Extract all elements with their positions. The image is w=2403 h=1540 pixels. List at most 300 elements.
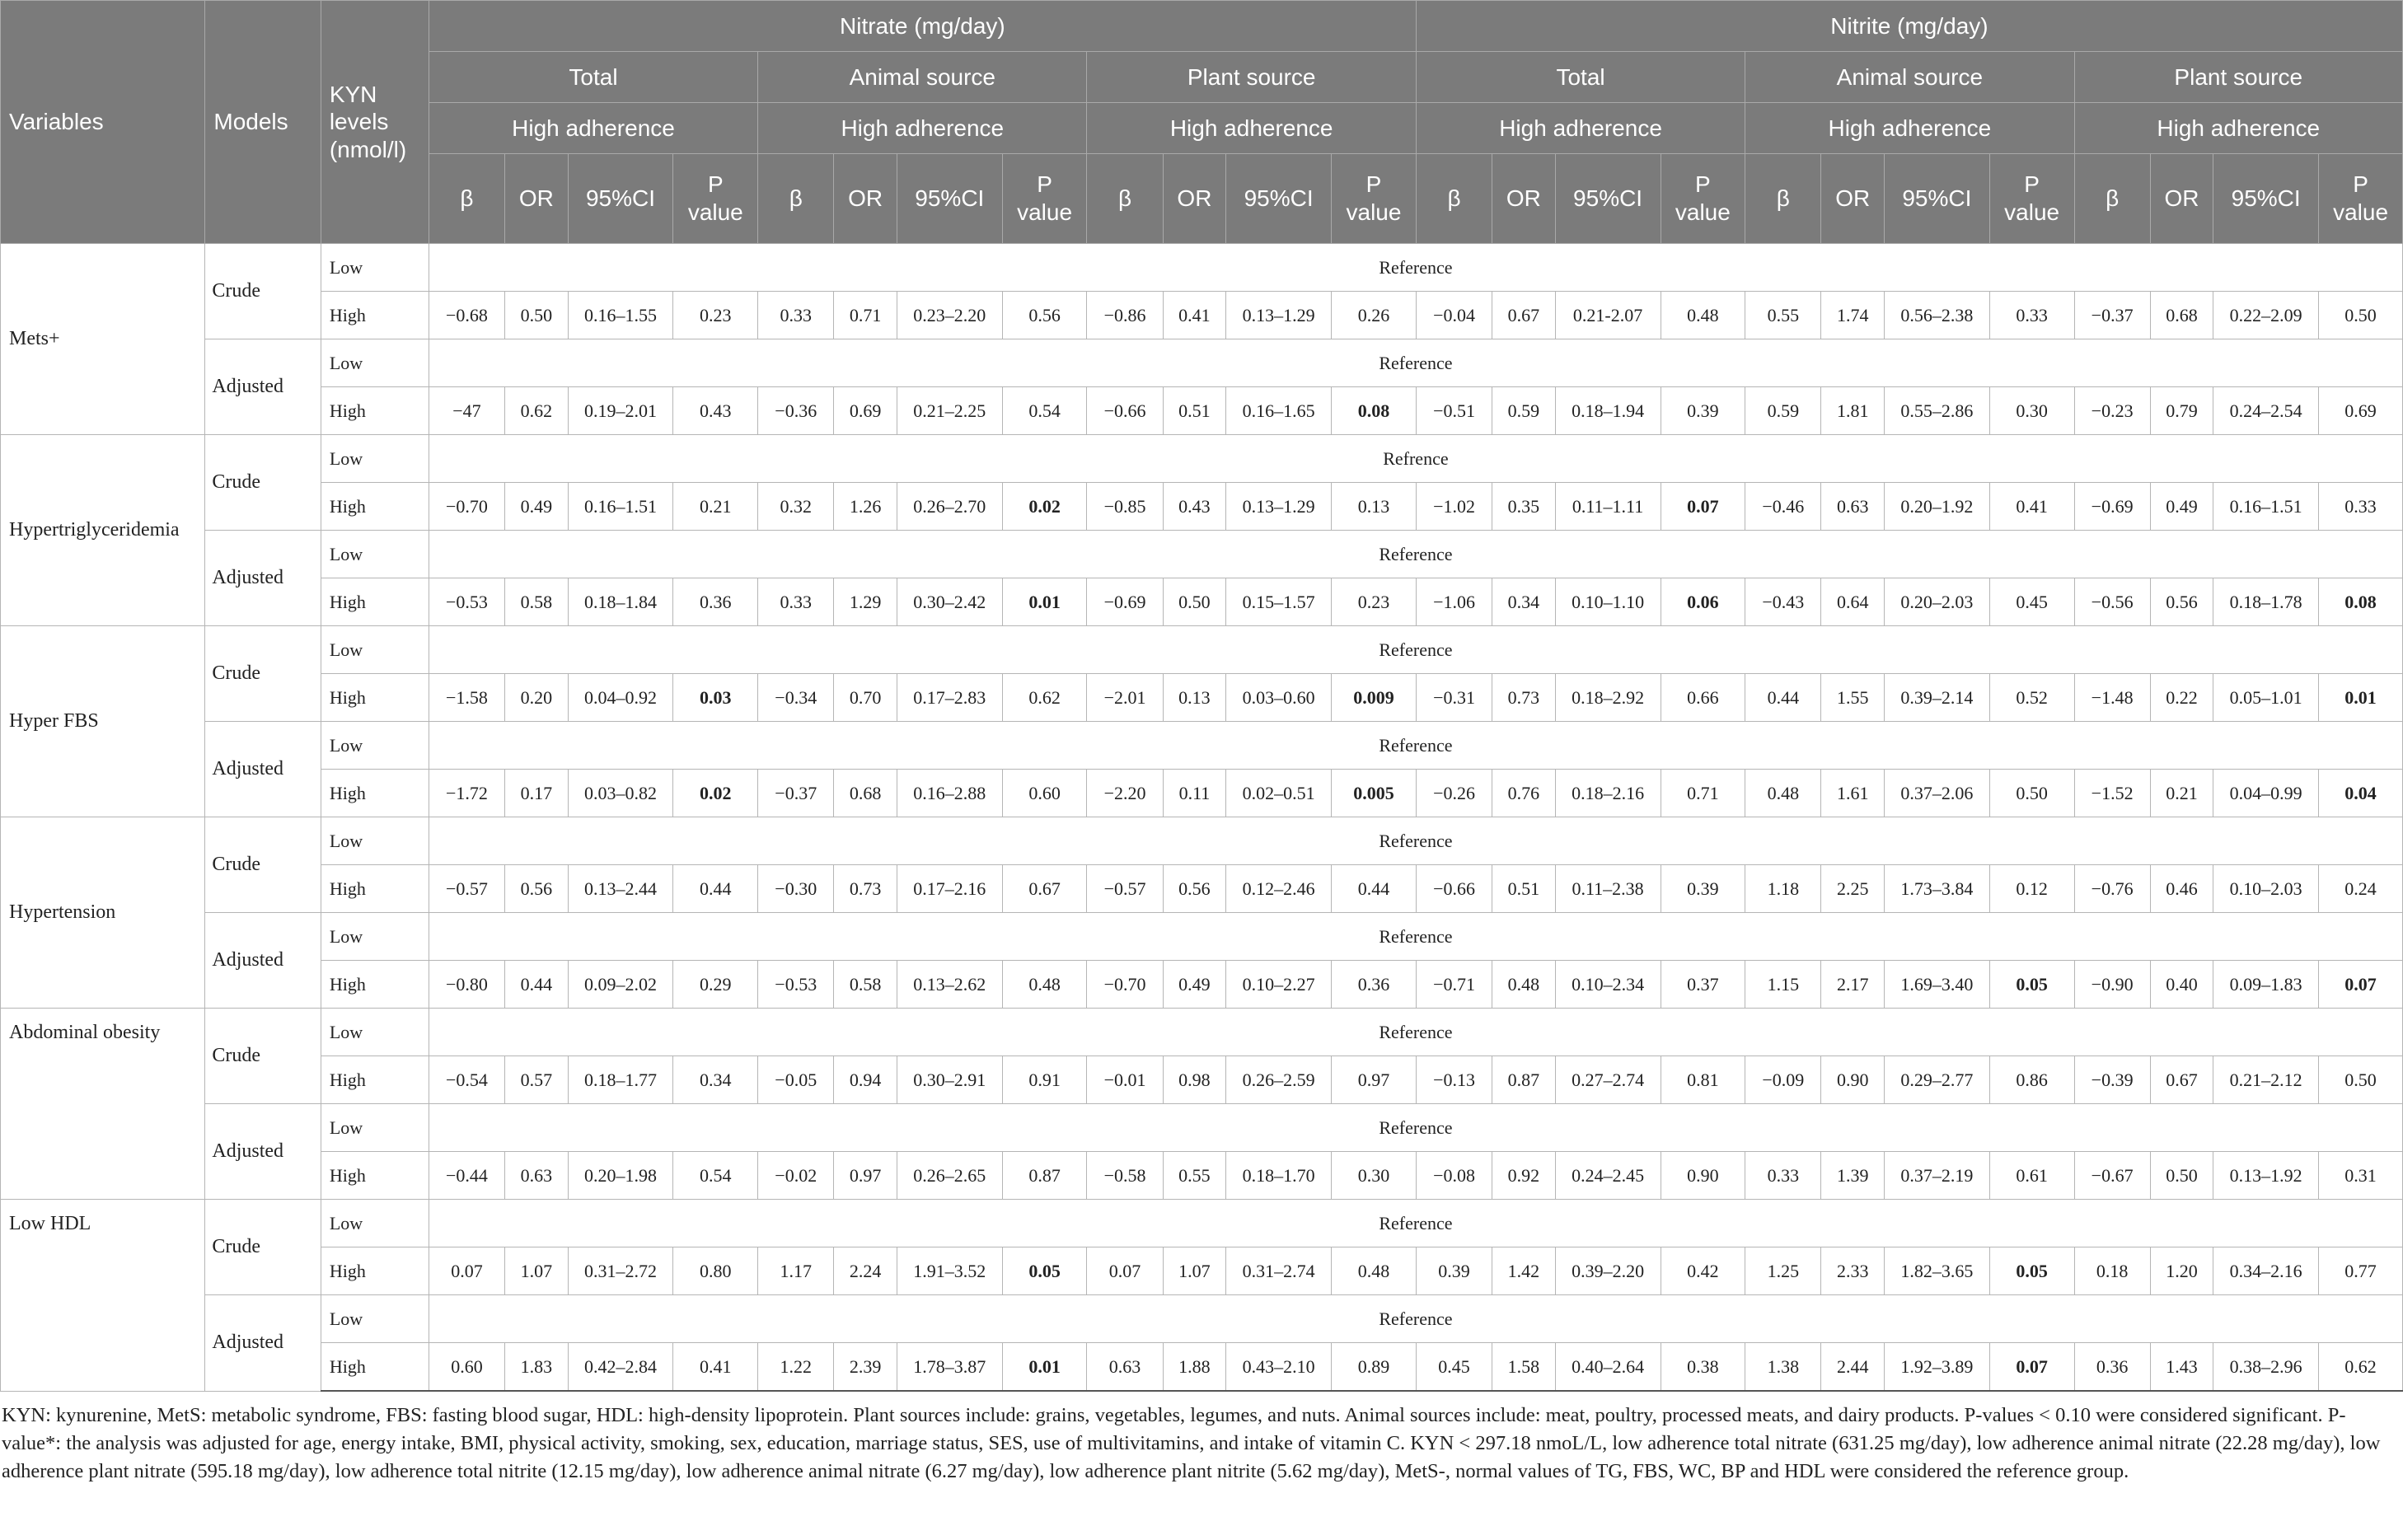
beta-cell: −0.04 <box>1416 292 1492 339</box>
or-cell: 1.43 <box>2150 1343 2213 1392</box>
beta-cell: −0.71 <box>1416 961 1492 1009</box>
reference-cell: Reference <box>429 1295 2402 1343</box>
beta-cell: −1.06 <box>1416 578 1492 626</box>
header-nitrate-plant: Plant source <box>1087 52 1416 103</box>
ci-cell: 0.24–2.54 <box>2213 387 2319 435</box>
p-value-cell: 0.23 <box>1332 578 1417 626</box>
beta-cell: −1.72 <box>429 770 504 817</box>
ci-cell: 0.10–2.27 <box>1226 961 1332 1009</box>
ci-cell: 0.20–2.03 <box>1884 578 1989 626</box>
or-cell: 0.57 <box>505 1056 569 1104</box>
p-value-cell: 0.07 <box>1661 483 1745 531</box>
or-cell: 1.29 <box>834 578 897 626</box>
beta-cell: 1.25 <box>1745 1247 1821 1295</box>
table-row <box>1 1056 2403 1104</box>
ci-cell: 0.20–1.92 <box>1884 483 1989 531</box>
ci-cell: 0.37–2.06 <box>1884 770 1989 817</box>
header-beta: β <box>429 154 504 244</box>
ci-cell: 0.10–2.34 <box>1555 961 1661 1009</box>
beta-cell: 0.07 <box>429 1247 504 1295</box>
ci-cell: 1.78–3.87 <box>897 1343 1002 1392</box>
table-row <box>1 722 2403 770</box>
beta-cell: −0.39 <box>2074 1056 2150 1104</box>
beta-cell: 0.44 <box>1745 674 1821 722</box>
reference-cell: Reference <box>429 244 2402 292</box>
kyn-level-high: High <box>321 387 429 435</box>
beta-cell: −0.80 <box>429 961 504 1009</box>
header-or: OR <box>1492 154 1556 244</box>
or-cell: 0.68 <box>2150 292 2213 339</box>
p-value-cell: 0.009 <box>1332 674 1417 722</box>
kyn-level-low: Low <box>321 531 429 578</box>
model-label: Adjusted <box>205 1295 321 1392</box>
p-value-cell: 0.05 <box>1989 1247 2074 1295</box>
variable-label: Hyper FBS <box>1 626 205 817</box>
header-p-value: P value <box>1332 154 1417 244</box>
ci-cell: 0.31–2.72 <box>568 1247 673 1295</box>
beta-cell: 0.36 <box>2074 1343 2150 1392</box>
or-cell: 0.97 <box>834 1152 897 1200</box>
beta-cell: −0.43 <box>1745 578 1821 626</box>
variable-label: Abdominal obesity <box>1 1009 205 1200</box>
or-cell: 0.20 <box>505 674 569 722</box>
header-or: OR <box>1821 154 1885 244</box>
ci-cell: 0.04–0.99 <box>2213 770 2319 817</box>
or-cell: 0.67 <box>2150 1056 2213 1104</box>
p-value-cell: 0.36 <box>1332 961 1417 1009</box>
header-p-value: P value <box>673 154 758 244</box>
header-variables: Variables <box>1 1 205 244</box>
ci-cell: 0.55–2.86 <box>1884 387 1989 435</box>
ci-cell: 0.10–2.03 <box>2213 865 2319 913</box>
or-cell: 0.34 <box>1492 578 1556 626</box>
ci-cell: 0.16–1.51 <box>568 483 673 531</box>
ci-cell: 0.16–2.88 <box>897 770 1002 817</box>
or-cell: 1.26 <box>834 483 897 531</box>
or-cell: 0.11 <box>1163 770 1226 817</box>
beta-cell: −0.53 <box>758 961 834 1009</box>
beta-cell: −0.37 <box>2074 292 2150 339</box>
or-cell: 0.50 <box>505 292 569 339</box>
beta-cell: −0.69 <box>2074 483 2150 531</box>
ci-cell: 0.18–2.16 <box>1555 770 1661 817</box>
header-nitrate-total: Total <box>429 52 757 103</box>
model-label: Crude <box>205 1200 321 1295</box>
p-value-cell: 0.29 <box>673 961 758 1009</box>
ci-cell: 1.69–3.40 <box>1884 961 1989 1009</box>
p-value-cell: 0.62 <box>1002 674 1087 722</box>
table-row <box>1 1247 2403 1295</box>
beta-cell: −1.52 <box>2074 770 2150 817</box>
p-value-cell: 0.50 <box>1989 770 2074 817</box>
ci-cell: 0.18–1.94 <box>1555 387 1661 435</box>
ci-cell: 0.18–2.92 <box>1555 674 1661 722</box>
or-cell: 0.56 <box>1163 865 1226 913</box>
variable-label: Mets+ <box>1 244 205 435</box>
beta-cell: −0.08 <box>1416 1152 1492 1200</box>
header-nitrite-plant: Plant source <box>2074 52 2403 103</box>
ci-cell: 0.26–2.70 <box>897 483 1002 531</box>
or-cell: 0.90 <box>1821 1056 1885 1104</box>
p-value-cell: 0.005 <box>1332 770 1417 817</box>
ci-cell: 1.73–3.84 <box>1884 865 1989 913</box>
footnote: KYN: kynurenine, MetS: metabolic syndrome, FBS: fasting blood sugar, HDL: high-density lipoprotein. Plant sources include: grains, vegetables, legumes, and nuts. Animal sources include: meat, poultry, processed meats, and dairy products. P-values < 0.10 were considered significant. P-value*: the analysis was adjusted for age, energy intake, BMI, physical activity, smoking, sex, education, marriage status, SES, use of multivitamins, and intake of vitamin C. KYN < 297.18 nmoL/L, low adherence total nitrate (631.25 mg/day), low adherence animal nitrate (22.28 mg/day), low adherence plant nitrate (595.18 mg/day), low adherence total nitrite (12.15 mg/day), low adherence animal nitrate (6.27 mg/day), low adherence plant nitrite (5.62 mg/day), MetS-, normal values of TG, FBS, WC, BP and HDL were considered the reference group. <box>2 1404 2381 1482</box>
p-value-cell: 0.37 <box>1661 961 1745 1009</box>
ci-cell: 0.04–0.92 <box>568 674 673 722</box>
header-high-adherence: High adherence <box>429 103 757 154</box>
beta-cell: 0.33 <box>758 292 834 339</box>
p-value-cell: 0.05 <box>1989 961 2074 1009</box>
beta-cell: −0.70 <box>429 483 504 531</box>
header-nitrite-total: Total <box>1416 52 1745 103</box>
beta-cell: −0.57 <box>1087 865 1163 913</box>
p-value-cell: 0.61 <box>1989 1152 2074 1200</box>
p-value-cell: 0.12 <box>1989 865 2074 913</box>
table-row <box>1 1009 2403 1056</box>
kyn-level-high: High <box>321 865 429 913</box>
reference-cell: Reference <box>429 817 2402 865</box>
header-95ci: 95%CI <box>1884 154 1989 244</box>
reference-cell: Reference <box>429 531 2402 578</box>
model-label: Adjusted <box>205 339 321 435</box>
table-row <box>1 387 2403 435</box>
p-value-cell: 0.30 <box>1332 1152 1417 1200</box>
ci-cell: 0.34–2.16 <box>2213 1247 2319 1295</box>
beta-cell: 1.38 <box>1745 1343 1821 1392</box>
ci-cell: 0.03–0.60 <box>1226 674 1332 722</box>
beta-cell: −0.30 <box>758 865 834 913</box>
ci-cell: 0.17–2.16 <box>897 865 1002 913</box>
p-value-cell: 0.42 <box>1661 1247 1745 1295</box>
p-value-cell: 0.66 <box>1661 674 1745 722</box>
kyn-level-high: High <box>321 1247 429 1295</box>
beta-cell: 0.60 <box>429 1343 504 1392</box>
beta-cell: −0.51 <box>1416 387 1492 435</box>
kyn-level-low: Low <box>321 1009 429 1056</box>
header-beta: β <box>1416 154 1492 244</box>
ci-cell: 0.39–2.20 <box>1555 1247 1661 1295</box>
beta-cell: 0.48 <box>1745 770 1821 817</box>
or-cell: 0.55 <box>1163 1152 1226 1200</box>
ci-cell: 0.10–1.10 <box>1555 578 1661 626</box>
beta-cell: −0.76 <box>2074 865 2150 913</box>
beta-cell: 0.63 <box>1087 1343 1163 1392</box>
ci-cell: 0.13–2.44 <box>568 865 673 913</box>
p-value-cell: 0.02 <box>673 770 758 817</box>
or-cell: 1.55 <box>1821 674 1885 722</box>
beta-cell: −47 <box>429 387 504 435</box>
header-p-value: P value <box>1661 154 1745 244</box>
or-cell: 0.40 <box>2150 961 2213 1009</box>
kyn-level-high: High <box>321 578 429 626</box>
p-value-cell: 0.26 <box>1332 292 1417 339</box>
or-cell: 0.13 <box>1163 674 1226 722</box>
ci-cell: 0.13–1.29 <box>1226 483 1332 531</box>
kyn-level-low: Low <box>321 435 429 483</box>
p-value-cell: 0.01 <box>2319 674 2403 722</box>
or-cell: 0.64 <box>1821 578 1885 626</box>
p-value-cell: 0.44 <box>673 865 758 913</box>
beta-cell: 1.17 <box>758 1247 834 1295</box>
ci-cell: 0.18–1.77 <box>568 1056 673 1104</box>
kyn-level-high: High <box>321 292 429 339</box>
kyn-level-low: Low <box>321 913 429 961</box>
or-cell: 1.07 <box>1163 1247 1226 1295</box>
or-cell: 0.51 <box>1492 865 1556 913</box>
header-95ci: 95%CI <box>2213 154 2319 244</box>
reference-cell: Reference <box>429 1104 2402 1152</box>
beta-cell: −0.01 <box>1087 1056 1163 1104</box>
or-cell: 0.41 <box>1163 292 1226 339</box>
ci-cell: 0.15–1.57 <box>1226 578 1332 626</box>
or-cell: 0.48 <box>1492 961 1556 1009</box>
p-value-cell: 0.39 <box>1661 387 1745 435</box>
reference-cell: Reference <box>429 913 2402 961</box>
or-cell: 0.50 <box>2150 1152 2213 1200</box>
table-row <box>1 913 2403 961</box>
table-row <box>1 483 2403 531</box>
variable-label: Hypertension <box>1 817 205 1009</box>
table-row <box>1 1104 2403 1152</box>
table-row <box>1 292 2403 339</box>
p-value-cell: 0.48 <box>1332 1247 1417 1295</box>
table-row <box>1 1295 2403 1343</box>
beta-cell: −0.58 <box>1087 1152 1163 1200</box>
ci-cell: 0.02–0.51 <box>1226 770 1332 817</box>
p-value-cell: 0.08 <box>1332 387 1417 435</box>
p-value-cell: 0.87 <box>1002 1152 1087 1200</box>
beta-cell: 0.33 <box>758 578 834 626</box>
p-value-cell: 0.91 <box>1002 1056 1087 1104</box>
beta-cell: −0.26 <box>1416 770 1492 817</box>
p-value-cell: 0.69 <box>2319 387 2403 435</box>
or-cell: 0.49 <box>2150 483 2213 531</box>
p-value-cell: 0.36 <box>673 578 758 626</box>
table-row <box>1 1343 2403 1392</box>
table-row <box>1 626 2403 674</box>
p-value-cell: 0.04 <box>2319 770 2403 817</box>
or-cell: 0.68 <box>834 770 897 817</box>
kyn-level-low: Low <box>321 1200 429 1247</box>
p-value-cell: 0.90 <box>1661 1152 1745 1200</box>
or-cell: 0.58 <box>505 578 569 626</box>
beta-cell: −0.56 <box>2074 578 2150 626</box>
beta-cell: −0.67 <box>2074 1152 2150 1200</box>
ci-cell: 0.21–2.12 <box>2213 1056 2319 1104</box>
beta-cell: −0.90 <box>2074 961 2150 1009</box>
model-label: Crude <box>205 435 321 531</box>
beta-cell: 1.15 <box>1745 961 1821 1009</box>
ci-cell: 0.26–2.65 <box>897 1152 1002 1200</box>
ci-cell: 0.30–2.91 <box>897 1056 1002 1104</box>
or-cell: 0.92 <box>1492 1152 1556 1200</box>
p-value-cell: 0.21 <box>673 483 758 531</box>
p-value-cell: 0.06 <box>1661 578 1745 626</box>
beta-cell: 0.33 <box>1745 1152 1821 1200</box>
table-header <box>1 1 2403 244</box>
or-cell: 0.71 <box>834 292 897 339</box>
or-cell: 0.17 <box>505 770 569 817</box>
ci-cell: 0.18–1.70 <box>1226 1152 1332 1200</box>
or-cell: 0.73 <box>834 865 897 913</box>
model-label: Crude <box>205 817 321 913</box>
p-value-cell: 0.89 <box>1332 1343 1417 1392</box>
ci-cell: 0.11–1.11 <box>1555 483 1661 531</box>
or-cell: 0.46 <box>2150 865 2213 913</box>
p-value-cell: 0.39 <box>1661 865 1745 913</box>
table-row <box>1 865 2403 913</box>
variable-label: Hypertriglyceridemia <box>1 435 205 626</box>
header-or: OR <box>834 154 897 244</box>
or-cell: 2.39 <box>834 1343 897 1392</box>
header-nitrite-animal: Animal source <box>1745 52 2074 103</box>
or-cell: 0.44 <box>505 961 569 1009</box>
model-label: Adjusted <box>205 722 321 817</box>
beta-cell: −1.48 <box>2074 674 2150 722</box>
beta-cell: −0.05 <box>758 1056 834 1104</box>
or-cell: 1.07 <box>505 1247 569 1295</box>
ci-cell: 0.13–1.92 <box>2213 1152 2319 1200</box>
table-row <box>1 339 2403 387</box>
header-p-value: P value <box>1989 154 2074 244</box>
ci-cell: 0.23–2.20 <box>897 292 1002 339</box>
reference-cell: Refrence <box>429 435 2402 483</box>
p-value-cell: 0.33 <box>2319 483 2403 531</box>
p-value-cell: 0.38 <box>1661 1343 1745 1392</box>
table-row <box>1 674 2403 722</box>
p-value-cell: 0.13 <box>1332 483 1417 531</box>
header-beta: β <box>1745 154 1821 244</box>
beta-cell: −0.86 <box>1087 292 1163 339</box>
beta-cell: 0.55 <box>1745 292 1821 339</box>
header-high-adherence: High adherence <box>1745 103 2074 154</box>
p-value-cell: 0.56 <box>1002 292 1087 339</box>
header-p-value: P value <box>1002 154 1087 244</box>
beta-cell: −2.20 <box>1087 770 1163 817</box>
ci-cell: 0.24–2.45 <box>1555 1152 1661 1200</box>
ci-cell: 0.37–2.19 <box>1884 1152 1989 1200</box>
header-nitrate-animal: Animal source <box>758 52 1087 103</box>
ci-cell: 0.30–2.42 <box>897 578 1002 626</box>
p-value-cell: 0.31 <box>2319 1152 2403 1200</box>
header-or: OR <box>1163 154 1226 244</box>
or-cell: 0.73 <box>1492 674 1556 722</box>
p-value-cell: 0.52 <box>1989 674 2074 722</box>
p-value-cell: 0.50 <box>2319 292 2403 339</box>
p-value-cell: 0.01 <box>1002 578 1087 626</box>
ci-cell: 0.16–1.51 <box>2213 483 2319 531</box>
beta-cell: 1.18 <box>1745 865 1821 913</box>
p-value-cell: 0.30 <box>1989 387 2074 435</box>
or-cell: 0.76 <box>1492 770 1556 817</box>
beta-cell: −0.44 <box>429 1152 504 1200</box>
ci-cell: 0.29–2.77 <box>1884 1056 1989 1104</box>
kyn-level-high: High <box>321 674 429 722</box>
p-value-cell: 0.97 <box>1332 1056 1417 1104</box>
or-cell: 1.61 <box>1821 770 1885 817</box>
beta-cell: −0.85 <box>1087 483 1163 531</box>
kyn-level-low: Low <box>321 626 429 674</box>
ci-cell: 0.21-2.07 <box>1555 292 1661 339</box>
ci-cell: 0.17–2.83 <box>897 674 1002 722</box>
or-cell: 0.49 <box>1163 961 1226 1009</box>
p-value-cell: 0.60 <box>1002 770 1087 817</box>
ci-cell: 0.39–2.14 <box>1884 674 1989 722</box>
kyn-level-high: High <box>321 1152 429 1200</box>
p-value-cell: 0.41 <box>1989 483 2074 531</box>
variable-label: Low HDL <box>1 1200 205 1392</box>
p-value-cell: 0.05 <box>1002 1247 1087 1295</box>
header-beta: β <box>758 154 834 244</box>
beta-cell: −0.54 <box>429 1056 504 1104</box>
ci-cell: 0.13–1.29 <box>1226 292 1332 339</box>
beta-cell: −0.37 <box>758 770 834 817</box>
p-value-cell: 0.48 <box>1002 961 1087 1009</box>
header-nitrite: Nitrite (mg/day) <box>1416 1 2402 52</box>
or-cell: 0.63 <box>505 1152 569 1200</box>
ci-cell: 0.56–2.38 <box>1884 292 1989 339</box>
table-row <box>1 531 2403 578</box>
p-value-cell: 0.80 <box>673 1247 758 1295</box>
p-value-cell: 0.54 <box>673 1152 758 1200</box>
beta-cell: −0.31 <box>1416 674 1492 722</box>
header-95ci: 95%CI <box>1555 154 1661 244</box>
p-value-cell: 0.62 <box>2319 1343 2403 1392</box>
or-cell: 0.67 <box>1492 292 1556 339</box>
or-cell: 1.83 <box>505 1343 569 1392</box>
or-cell: 0.22 <box>2150 674 2213 722</box>
model-label: Adjusted <box>205 913 321 1009</box>
ci-cell: 0.03–0.82 <box>568 770 673 817</box>
ci-cell: 0.21–2.25 <box>897 387 1002 435</box>
header-high-adherence: High adherence <box>758 103 1087 154</box>
beta-cell: −0.70 <box>1087 961 1163 1009</box>
table-row <box>1 435 2403 483</box>
model-label: Crude <box>205 626 321 722</box>
p-value-cell: 0.45 <box>1989 578 2074 626</box>
table-row <box>1 1200 2403 1247</box>
p-value-cell: 0.24 <box>2319 865 2403 913</box>
p-value-cell: 0.67 <box>1002 865 1087 913</box>
beta-cell: −0.13 <box>1416 1056 1492 1104</box>
ci-cell: 0.40–2.64 <box>1555 1343 1661 1392</box>
header-or: OR <box>2150 154 2213 244</box>
or-cell: 0.50 <box>1163 578 1226 626</box>
beta-cell: −1.02 <box>1416 483 1492 531</box>
beta-cell: −0.02 <box>758 1152 834 1200</box>
p-value-cell: 0.03 <box>673 674 758 722</box>
ci-cell: 1.82–3.65 <box>1884 1247 1989 1295</box>
p-value-cell: 0.48 <box>1661 292 1745 339</box>
table-row <box>1 1152 2403 1200</box>
p-value-cell: 0.41 <box>673 1343 758 1392</box>
beta-cell: −0.66 <box>1087 387 1163 435</box>
or-cell: 1.74 <box>1821 292 1885 339</box>
or-cell: 0.51 <box>1163 387 1226 435</box>
kyn-level-high: High <box>321 1343 429 1392</box>
beta-cell: −0.46 <box>1745 483 1821 531</box>
beta-cell: −0.36 <box>758 387 834 435</box>
reference-cell: Reference <box>429 1009 2402 1056</box>
reference-cell: Reference <box>429 339 2402 387</box>
ci-cell: 0.05–1.01 <box>2213 674 2319 722</box>
kyn-level-low: Low <box>321 1295 429 1343</box>
p-value-cell: 0.43 <box>673 387 758 435</box>
or-cell: 1.88 <box>1163 1343 1226 1392</box>
beta-cell: 0.59 <box>1745 387 1821 435</box>
reference-cell: Reference <box>429 1200 2402 1247</box>
or-cell: 0.56 <box>2150 578 2213 626</box>
